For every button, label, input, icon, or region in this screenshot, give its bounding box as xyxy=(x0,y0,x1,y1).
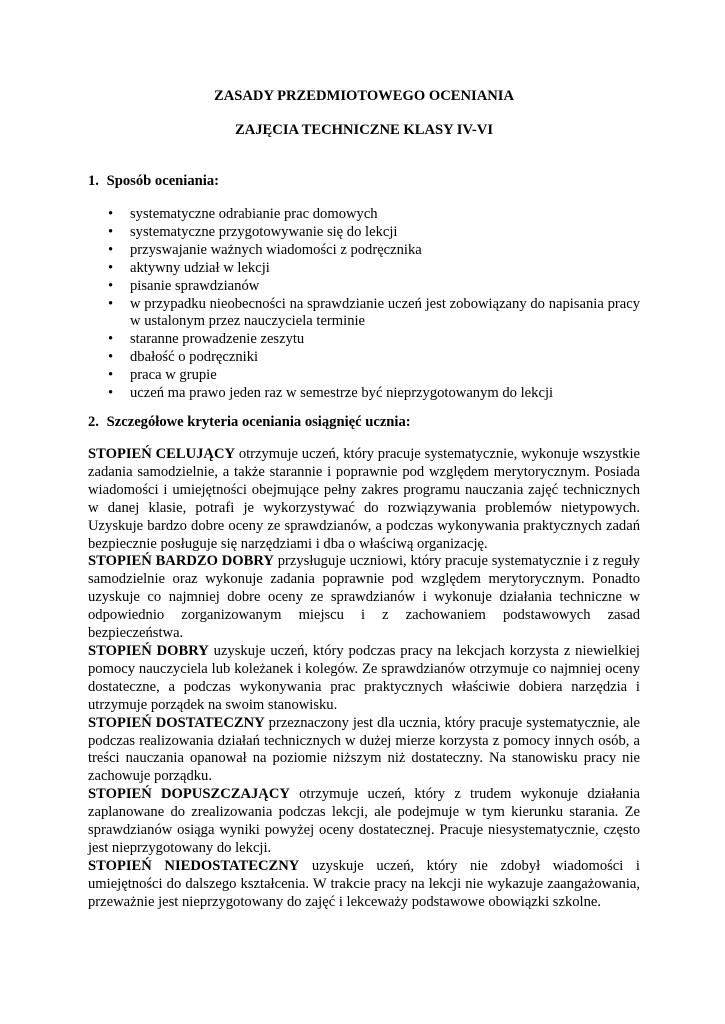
section-1-title: Sposób oceniania: xyxy=(106,173,219,189)
list-item xyxy=(88,278,640,296)
bullet-icon: • xyxy=(108,259,114,276)
grade-criteria xyxy=(88,446,640,912)
list-item-text: staranne prowadzenie zeszytu xyxy=(130,331,305,348)
grade-label: STOPIEŃ BARDZO DOBRY xyxy=(88,553,274,570)
bullet-icon: • xyxy=(108,385,114,402)
section-1-heading xyxy=(88,173,640,191)
grade-description: uzyskuje uczeń, który podczas pracy na lekcjach korzysta z niewielkiej pomocy nauczyciela lub koleżanek i kolegów. Ze sprawdzianów otrzymuje co najmniej oceny dostateczne, a podczas wykonywania prac praktycznych właściwie dobiera narzędzia i utrzymuje porządek na swoim stanowisku. xyxy=(88,642,640,713)
list-item xyxy=(88,296,640,332)
document-subtitle: ZAJĘCIA TECHNICZNE KLASY IV-VI xyxy=(234,122,493,138)
list-item xyxy=(88,260,640,278)
grade-label: STOPIEŃ DOSTATECZNY xyxy=(88,714,265,731)
bullet-icon: • xyxy=(108,241,114,258)
grade-label: STOPIEŃ DOPUSZCZAJĄCY xyxy=(88,786,290,803)
criterion-dobry xyxy=(88,643,640,715)
list-item xyxy=(88,349,640,367)
criterion-celujacy xyxy=(88,446,640,553)
section-2-number: 2. xyxy=(88,414,99,430)
list-item xyxy=(88,385,640,403)
criterion-niedostateczny xyxy=(88,858,640,912)
grade-label: STOPIEŃ CELUJĄCY xyxy=(88,446,236,462)
list-item-text: systematyczne odrabianie prac domowych xyxy=(130,206,378,222)
list-item-text: w przypadku nieobecności na sprawdzianie uczeń jest zobowiązany do napisania pracy w ustalonym przez nauczyciela terminie xyxy=(130,295,640,330)
grade-description: przeznaczony jest dla ucznia, który pracuje systematycznie, ale podczas realizowania działań technicznych w dużej mierze korzysta z pomocy innych osób, a treści nauczania opanował na poziomie niższym niż dostateczny. Na stanowisku pracy nie zachowuje porządku. xyxy=(88,714,640,785)
grade-description: otrzymuje uczeń, który pracuje systematycznie, wykonuje wszystkie zadania samodzielnie, a także starannie i poprawnie pod względem merytorycznym. Posiada wiadomości i umiejętności obejmujące pełny zakres programu nauczania zajęć technicznych w danej klasie, potrafi je wykorzystywać do rozwiązywania problemów nietypowych. Uzyskuje bardzo dobre oceny ze sprawdzianów, a podczas wykonywania praktycznych zadań bezpiecznie posługuje się narzędziami i dba o właściwą organizację. xyxy=(88,446,640,552)
list-item xyxy=(88,331,640,349)
grade-label: STOPIEŃ NIEDOSTATECZNY xyxy=(88,857,300,874)
bullet-icon: • xyxy=(108,223,114,240)
list-item-text: przyswajanie ważnych wiadomości z podręcznika xyxy=(130,241,422,258)
bullet-icon: • xyxy=(108,206,114,222)
bullet-icon: • xyxy=(108,349,114,366)
list-item-text: systematyczne przygotowywanie się do lekcji xyxy=(130,223,398,240)
grade-description: uzyskuje uczeń, który nie zdobył wiadomości i umiejętności do dalszego kształcenia. W trakcie pracy na lekcji nie wykazuje zaangażowania, przeważnie jest nieprzygotowany do zajęć i lekceważy podstawowe obowiązki szkolne. xyxy=(88,857,640,910)
grading-methods-list xyxy=(88,206,640,403)
list-item xyxy=(88,224,640,242)
bullet-icon: • xyxy=(108,331,114,348)
grade-description: przysługuje uczniowi, który pracuje systematycznie i z reguły samodzielnie oraz wykonuje zadania poprawnie pod względem merytorycznym. Ponadto uzyskuje co najmniej dobre oceny ze sprawdzianów i wykonuje działania techniczne w odpowiednio zorganizowanym miejscu i z zachowaniem podstawowych zasad bezpieczeństwa. xyxy=(88,553,640,642)
list-item xyxy=(88,206,640,224)
section-2-title: Szczegółowe kryteria oceniania osiągnięć ucznia: xyxy=(106,414,411,430)
section-2-heading xyxy=(88,414,640,432)
criterion-dostateczny xyxy=(88,715,640,787)
grade-description: otrzymuje uczeń, który z trudem wykonuje działania zaplanowane do zrealizowania podczas lekcji, ale podejmuje w tym kierunku starania. Ze sprawdzianów osiąga wyniki powyżej oceny dostatecznej. Pracuje niesystematycznie, często jest nieprzygotowany do lekcji. xyxy=(88,786,641,856)
list-item-text: dbałość o podręczniki xyxy=(130,349,259,366)
list-item-text: aktywny udział w lekcji xyxy=(130,259,270,276)
list-item-text: praca w grupie xyxy=(130,367,217,384)
grade-label: STOPIEŃ DOBRY xyxy=(88,642,209,659)
list-item xyxy=(88,242,640,260)
section-1-number: 1. xyxy=(88,173,99,189)
bullet-icon: • xyxy=(108,367,114,384)
criterion-dopuszczajacy xyxy=(88,786,640,858)
document-title: ZASADY PRZEDMIOTOWEGO OCENIANIA xyxy=(213,88,515,104)
list-item-text: uczeń ma prawo jeden raz w semestrze być nieprzygotowanym do lekcji xyxy=(130,385,554,402)
bullet-icon: • xyxy=(108,295,114,312)
list-item-text: pisanie sprawdzianów xyxy=(130,277,260,294)
bullet-icon: • xyxy=(108,277,114,294)
list-item xyxy=(88,367,640,385)
criterion-bardzo-dobry xyxy=(88,553,640,643)
